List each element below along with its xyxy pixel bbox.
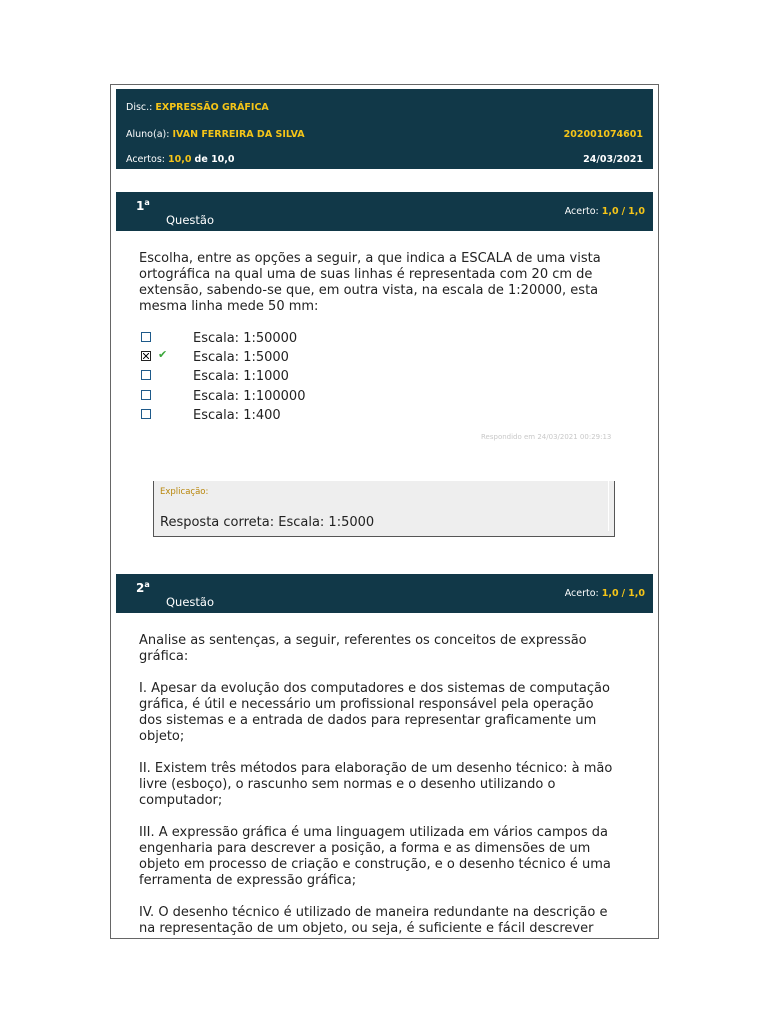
paragraph-line: objeto; — [139, 729, 185, 744]
paragraph-line: gráfica: — [139, 649, 189, 664]
question-2-paragraph — [139, 825, 629, 889]
option-checkbox[interactable] — [141, 370, 151, 380]
paragraph-line: dos sistemas e a entrada de dados para representar graficamente um — [139, 713, 597, 728]
exam-header — [116, 89, 653, 169]
disc-value: EXPRESSÃO GRÁFICA — [155, 102, 269, 113]
explanation-box — [153, 481, 615, 537]
question-1-header — [116, 192, 653, 231]
paragraph-line: ferramenta de expressão gráfica; — [139, 873, 357, 888]
question-2-paragraph — [139, 761, 629, 809]
exam-page — [110, 84, 659, 939]
paragraph-line: livre (esboço), o rascunho sem normas e o desenho utilizando o — [139, 777, 556, 792]
student-name: IVAN FERREIRA DA SILVA — [172, 129, 305, 140]
option-label: Escala: 1:1000 — [193, 369, 289, 384]
question-2-paragraph — [139, 681, 629, 745]
paragraph-line: gráfica, é útil e necessário um profissional responsável pela operação — [139, 697, 594, 712]
option-checkbox[interactable] — [141, 390, 151, 400]
correct-check-icon: ✔ — [158, 348, 168, 361]
option-checkbox-checked[interactable] — [141, 351, 151, 361]
paragraph-line: II. Existem três métodos para elaboração de um desenho técnico: à mão — [139, 761, 613, 776]
explanation-title: Explicação: — [160, 487, 209, 497]
question-1-line: extensão, sabendo-se que, em outra vista, na escala de 1:20000, esta — [139, 283, 599, 298]
student-label: Aluno(a): — [126, 129, 170, 140]
paragraph-line: I. Apesar da evolução dos computadores e dos sistemas de computação — [139, 681, 610, 696]
paragraph-line: na representação de um objeto, ou seja, é suficiente e fácil descrever — [139, 921, 594, 936]
question-2-paragraph — [139, 905, 629, 937]
score-label: Acertos: — [126, 154, 165, 165]
question-1-line: Escolha, entre as opções a seguir, a que indica a ESCALA de uma vista — [139, 251, 601, 266]
option-label: Escala: 1:400 — [193, 408, 281, 423]
explanation-text: Resposta correta: Escala: 1:5000 — [160, 515, 375, 530]
option-checkbox[interactable] — [141, 409, 151, 419]
question-1-text — [139, 251, 629, 315]
question-2-header — [116, 574, 653, 613]
paragraph-line: computador; — [139, 793, 223, 808]
question-2-label: Questão — [166, 595, 214, 609]
question-1-score: Acerto: 1,0 / 1,0 — [564, 206, 645, 217]
exam-date: 24/03/2021 — [583, 154, 643, 165]
score-total: de 10,0 — [194, 154, 235, 165]
option-label: Escala: 1:100000 — [193, 389, 306, 404]
explanation-inner — [154, 481, 609, 531]
question-1-line: mesma linha mede 50 mm: — [139, 299, 319, 314]
paragraph-line: engenharia para descrever a posição, a forma e as dimensões de um — [139, 841, 591, 856]
option-checkbox[interactable] — [141, 332, 151, 342]
score-value: 10,0 — [168, 154, 192, 165]
question-1-label: Questão — [166, 213, 214, 227]
paragraph-line: IV. O desenho técnico é utilizado de maneira redundante na descrição e — [139, 905, 608, 920]
question-2-paragraph — [139, 633, 629, 665]
answered-timestamp: Respondido em 24/03/2021 00:29:13 — [481, 433, 612, 441]
student-id: 202001074601 — [563, 129, 643, 140]
paragraph-line: objeto em processo de criação e construção, e o desenho técnico é uma — [139, 857, 611, 872]
paragraph-line: III. A expressão gráfica é uma linguagem utilizada em vários campos da — [139, 825, 608, 840]
disc-label: Disc.: — [126, 102, 153, 113]
question-1-line: ortográfica na qual uma de suas linhas é representada com 20 cm de — [139, 267, 593, 282]
question-1-number: 1$^a$ — [136, 198, 150, 213]
question-2-text — [139, 633, 629, 937]
question-2-score: Acerto: 1,0 / 1,0 — [564, 588, 645, 599]
question-2-number: 2$^a$ — [136, 580, 150, 595]
paragraph-line: Analise as sentenças, a seguir, referentes os conceitos de expressão — [139, 633, 587, 648]
option-label: Escala: 1:50000 — [193, 331, 298, 346]
option-label: Escala: 1:5000 — [193, 350, 289, 365]
